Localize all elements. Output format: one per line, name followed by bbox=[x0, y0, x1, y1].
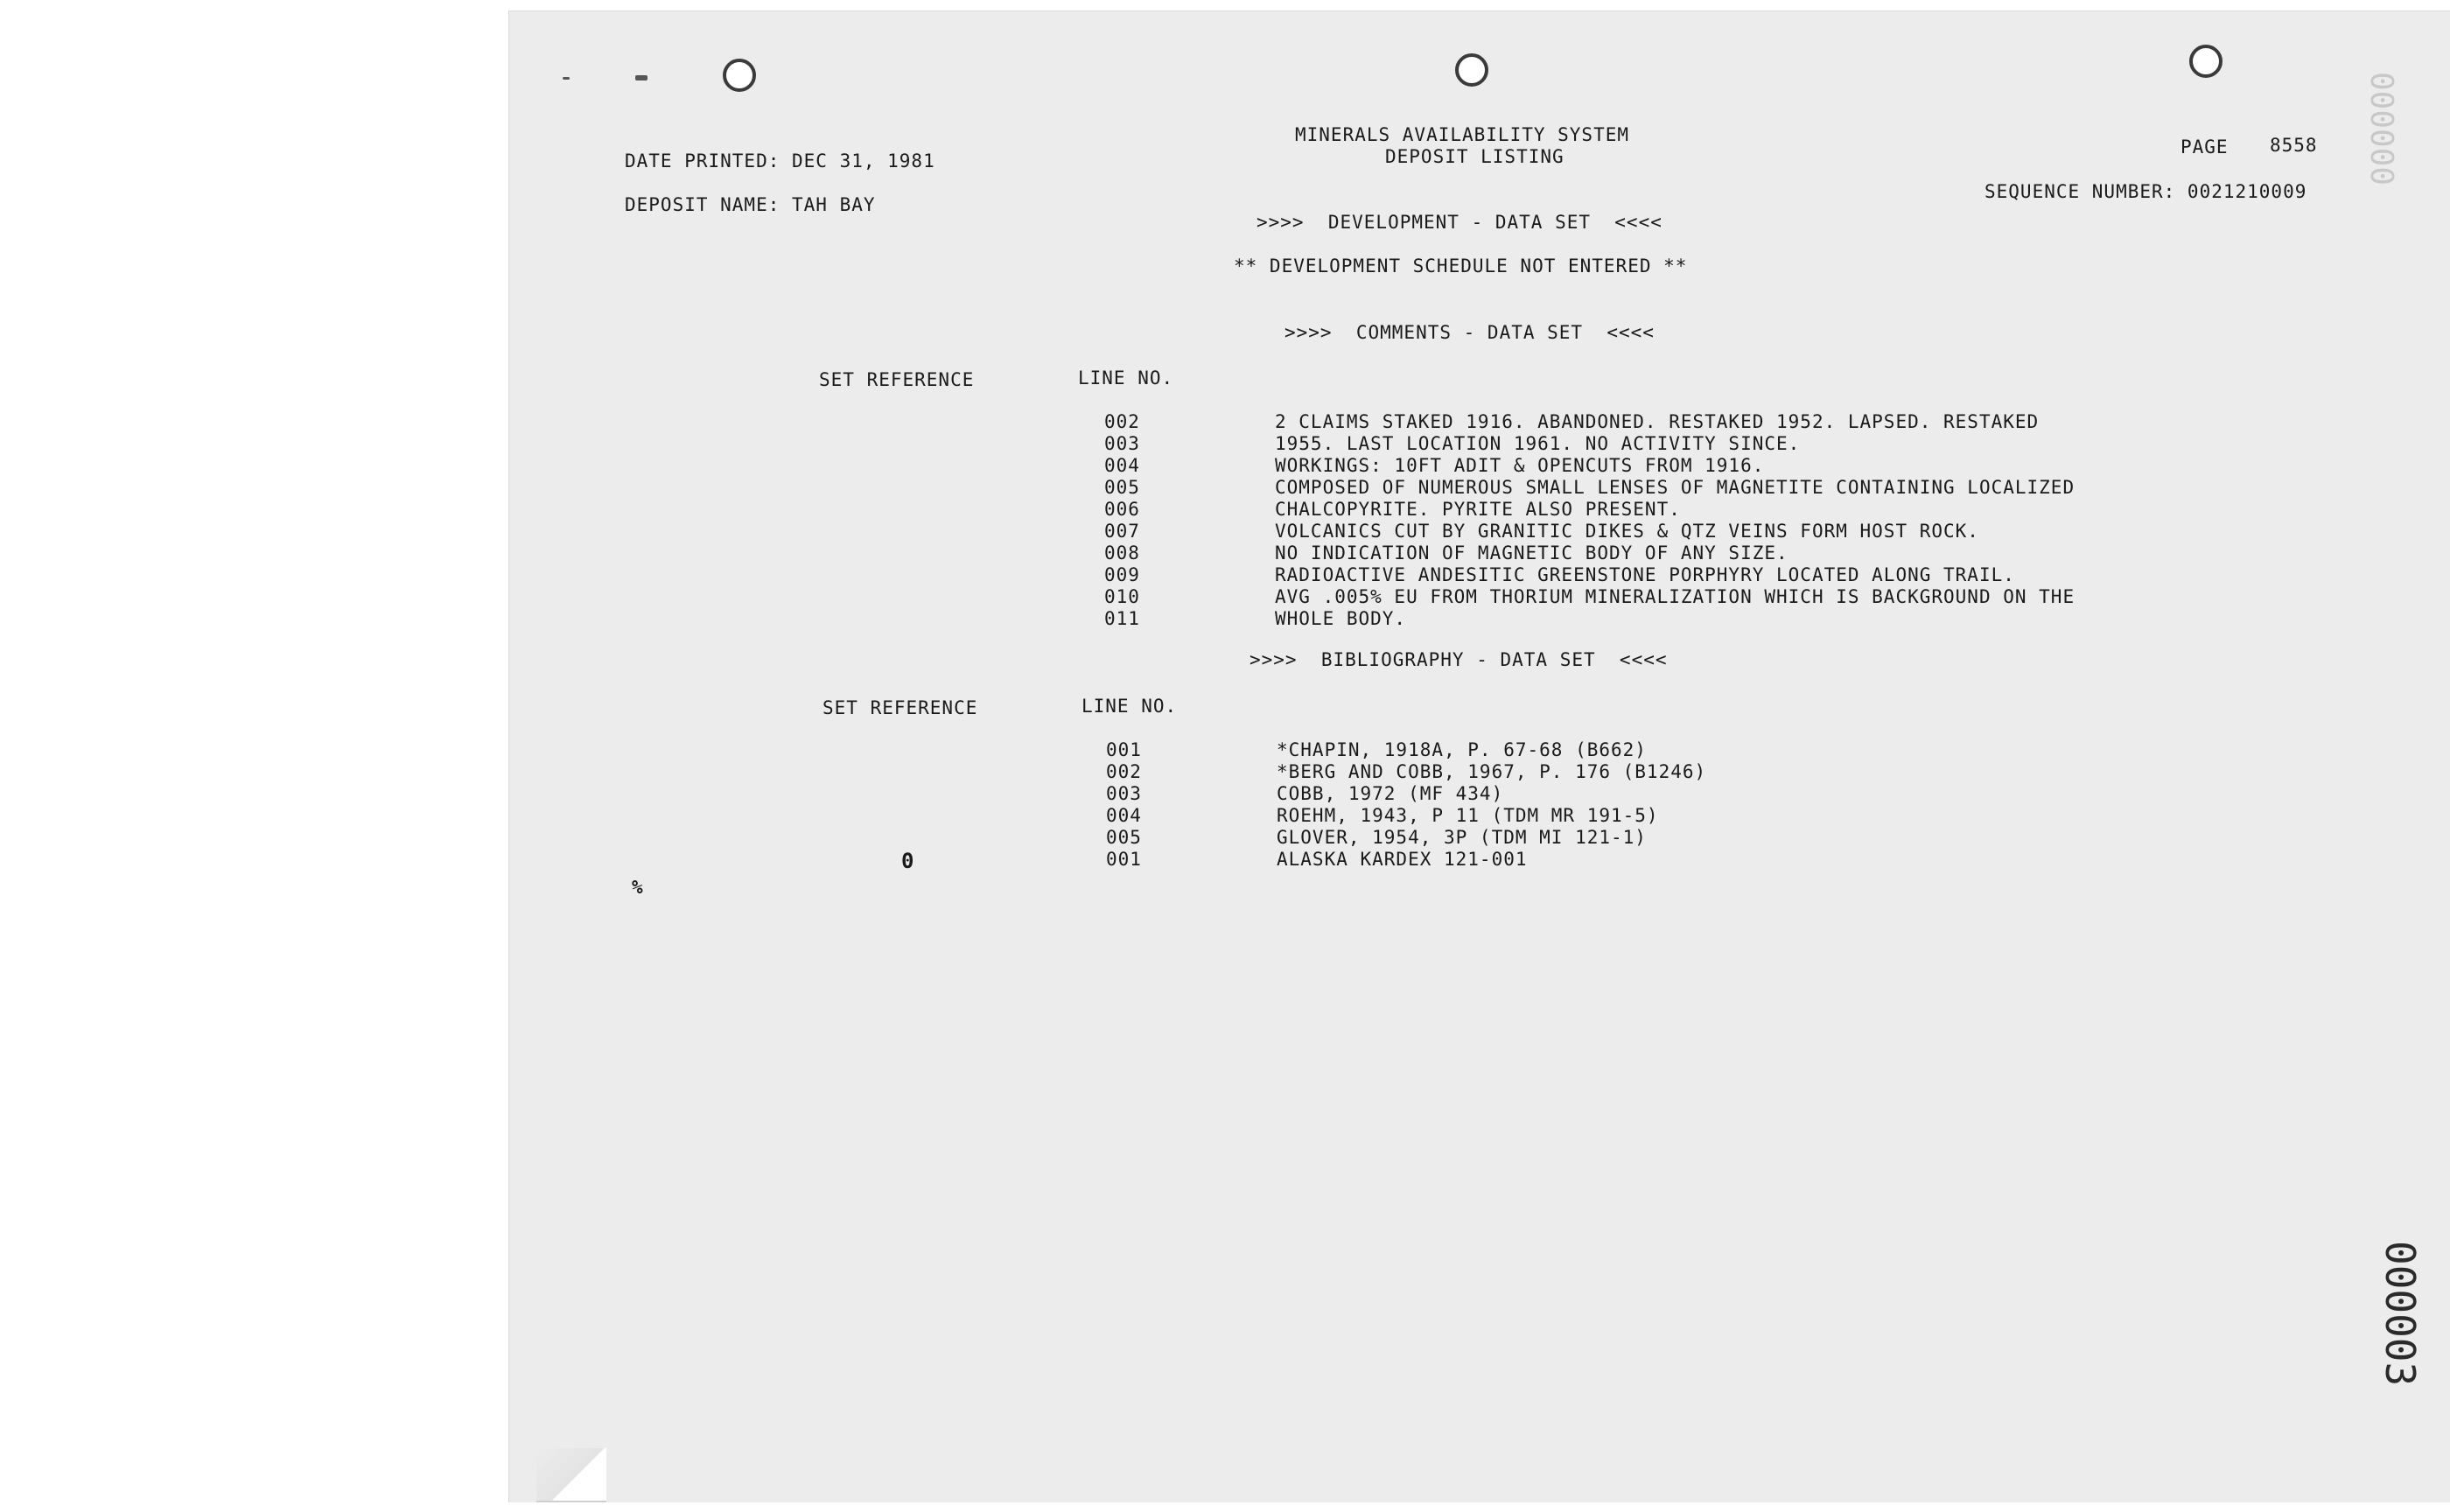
comment-line-number: 008 bbox=[1104, 542, 1140, 564]
comment-line-number: 004 bbox=[1104, 455, 1140, 476]
comment-text: NO INDICATION OF MAGNETIC BODY OF ANY SIZE. bbox=[1275, 542, 1788, 564]
comment-text: 1955. LAST LOCATION 1961. NO ACTIVITY SINCE. bbox=[1275, 433, 1801, 454]
bibliography-citation: ROEHM, 1943, P 11 (TDM MR 191-5) bbox=[1277, 805, 1659, 826]
comment-line-number: 006 bbox=[1104, 499, 1140, 520]
deposit-name: DEPOSIT NAME: TAH BAY bbox=[625, 194, 876, 215]
bibliography-citation: COBB, 1972 (MF 434) bbox=[1277, 783, 1504, 804]
comment-text: CHALCOPYRITE. PYRITE ALSO PRESENT. bbox=[1275, 499, 1681, 520]
comment-text: WORKINGS: 10FT ADIT & OPENCUTS FROM 1916. bbox=[1275, 455, 1765, 476]
bibliography-citation: *BERG AND COBB, 1967, P. 176 (B1246) bbox=[1277, 761, 1707, 782]
comment-line-number: 009 bbox=[1104, 564, 1140, 585]
sequence-number: SEQUENCE NUMBER: 0021210009 bbox=[1984, 181, 2307, 202]
comment-text: VOLCANICS CUT BY GRANITIC DIKES & QTZ VEINS FORM HOST ROCK. bbox=[1275, 521, 1979, 542]
bibliography-line-number: 004 bbox=[1106, 805, 1142, 826]
paper-corner-fold bbox=[536, 1448, 606, 1502]
comments-heading: >>>> COMMENTS - DATA SET <<<< bbox=[1284, 322, 1655, 343]
bibliography-line-number: 002 bbox=[1106, 761, 1142, 782]
bibliography-line-number: 003 bbox=[1106, 783, 1142, 804]
binder-hole-center bbox=[1455, 53, 1488, 87]
binder-hole-left bbox=[723, 59, 756, 92]
bibliography-citation: GLOVER, 1954, 3P (TDM MI 121-1) bbox=[1277, 827, 1647, 848]
bibliography-set-reference-header: SET REFERENCE bbox=[822, 697, 978, 718]
development-heading: >>>> DEVELOPMENT - DATA SET <<<< bbox=[1256, 212, 1662, 233]
comment-text: 2 CLAIMS STAKED 1916. ABANDONED. RESTAKED 1952. LAPSED. RESTAKED bbox=[1275, 411, 2040, 432]
comment-line-number: 010 bbox=[1104, 586, 1140, 607]
comment-line-number: 011 bbox=[1104, 608, 1140, 629]
comment-text: RADIOACTIVE ANDESITIC GREENSTONE PORPHYRY LOCATED ALONG TRAIL. bbox=[1275, 564, 2015, 585]
comment-line-number: 007 bbox=[1104, 521, 1140, 542]
listing-title: DEPOSIT LISTING bbox=[1385, 146, 1564, 167]
comment-line-number: 002 bbox=[1104, 411, 1140, 432]
bibliography-line-number: 005 bbox=[1106, 827, 1142, 848]
bibliography-citation: ALASKA KARDEX 121-001 bbox=[1277, 849, 1528, 870]
set-reference-value: 0 bbox=[901, 849, 915, 873]
bibliography-line-number: 001 bbox=[1106, 849, 1142, 870]
bibliography-line-no-header: LINE NO. bbox=[1082, 696, 1178, 717]
system-title: MINERALS AVAILABILITY SYSTEM bbox=[1295, 124, 1630, 145]
bibliography-citation: *CHAPIN, 1918A, P. 67-68 (B662) bbox=[1277, 739, 1647, 760]
page-label: PAGE bbox=[2180, 136, 2229, 158]
date-printed: DATE PRINTED: DEC 31, 1981 bbox=[625, 150, 935, 172]
bibliography-line-number: 001 bbox=[1106, 739, 1142, 760]
comment-line-number: 005 bbox=[1104, 477, 1140, 498]
development-note: ** DEVELOPMENT SCHEDULE NOT ENTERED ** bbox=[1234, 256, 1688, 276]
ink-speck bbox=[563, 77, 570, 80]
comment-text: COMPOSED OF NUMEROUS SMALL LENSES OF MAGNETITE CONTAINING LOCALIZED bbox=[1275, 477, 2076, 498]
comment-text: AVG .005% EU FROM THORIUM MINERALIZATION WHICH IS BACKGROUND ON THE bbox=[1275, 586, 2076, 607]
side-stamp-bottom: 000003 bbox=[2376, 1241, 2424, 1387]
page-number: 8558 bbox=[2270, 135, 2318, 156]
comments-line-no-header: LINE NO. bbox=[1078, 368, 1174, 388]
binder-hole-right bbox=[2189, 45, 2222, 78]
ink-speck bbox=[635, 75, 648, 80]
footer-mark: % bbox=[632, 877, 644, 898]
bibliography-heading: >>>> BIBLIOGRAPHY - DATA SET <<<< bbox=[1250, 649, 1668, 670]
comment-line-number: 003 bbox=[1104, 433, 1140, 454]
comment-text: WHOLE BODY. bbox=[1275, 608, 1407, 629]
side-stamp-top: 000000 bbox=[2363, 72, 2399, 186]
comments-set-reference-header: SET REFERENCE bbox=[819, 369, 975, 390]
